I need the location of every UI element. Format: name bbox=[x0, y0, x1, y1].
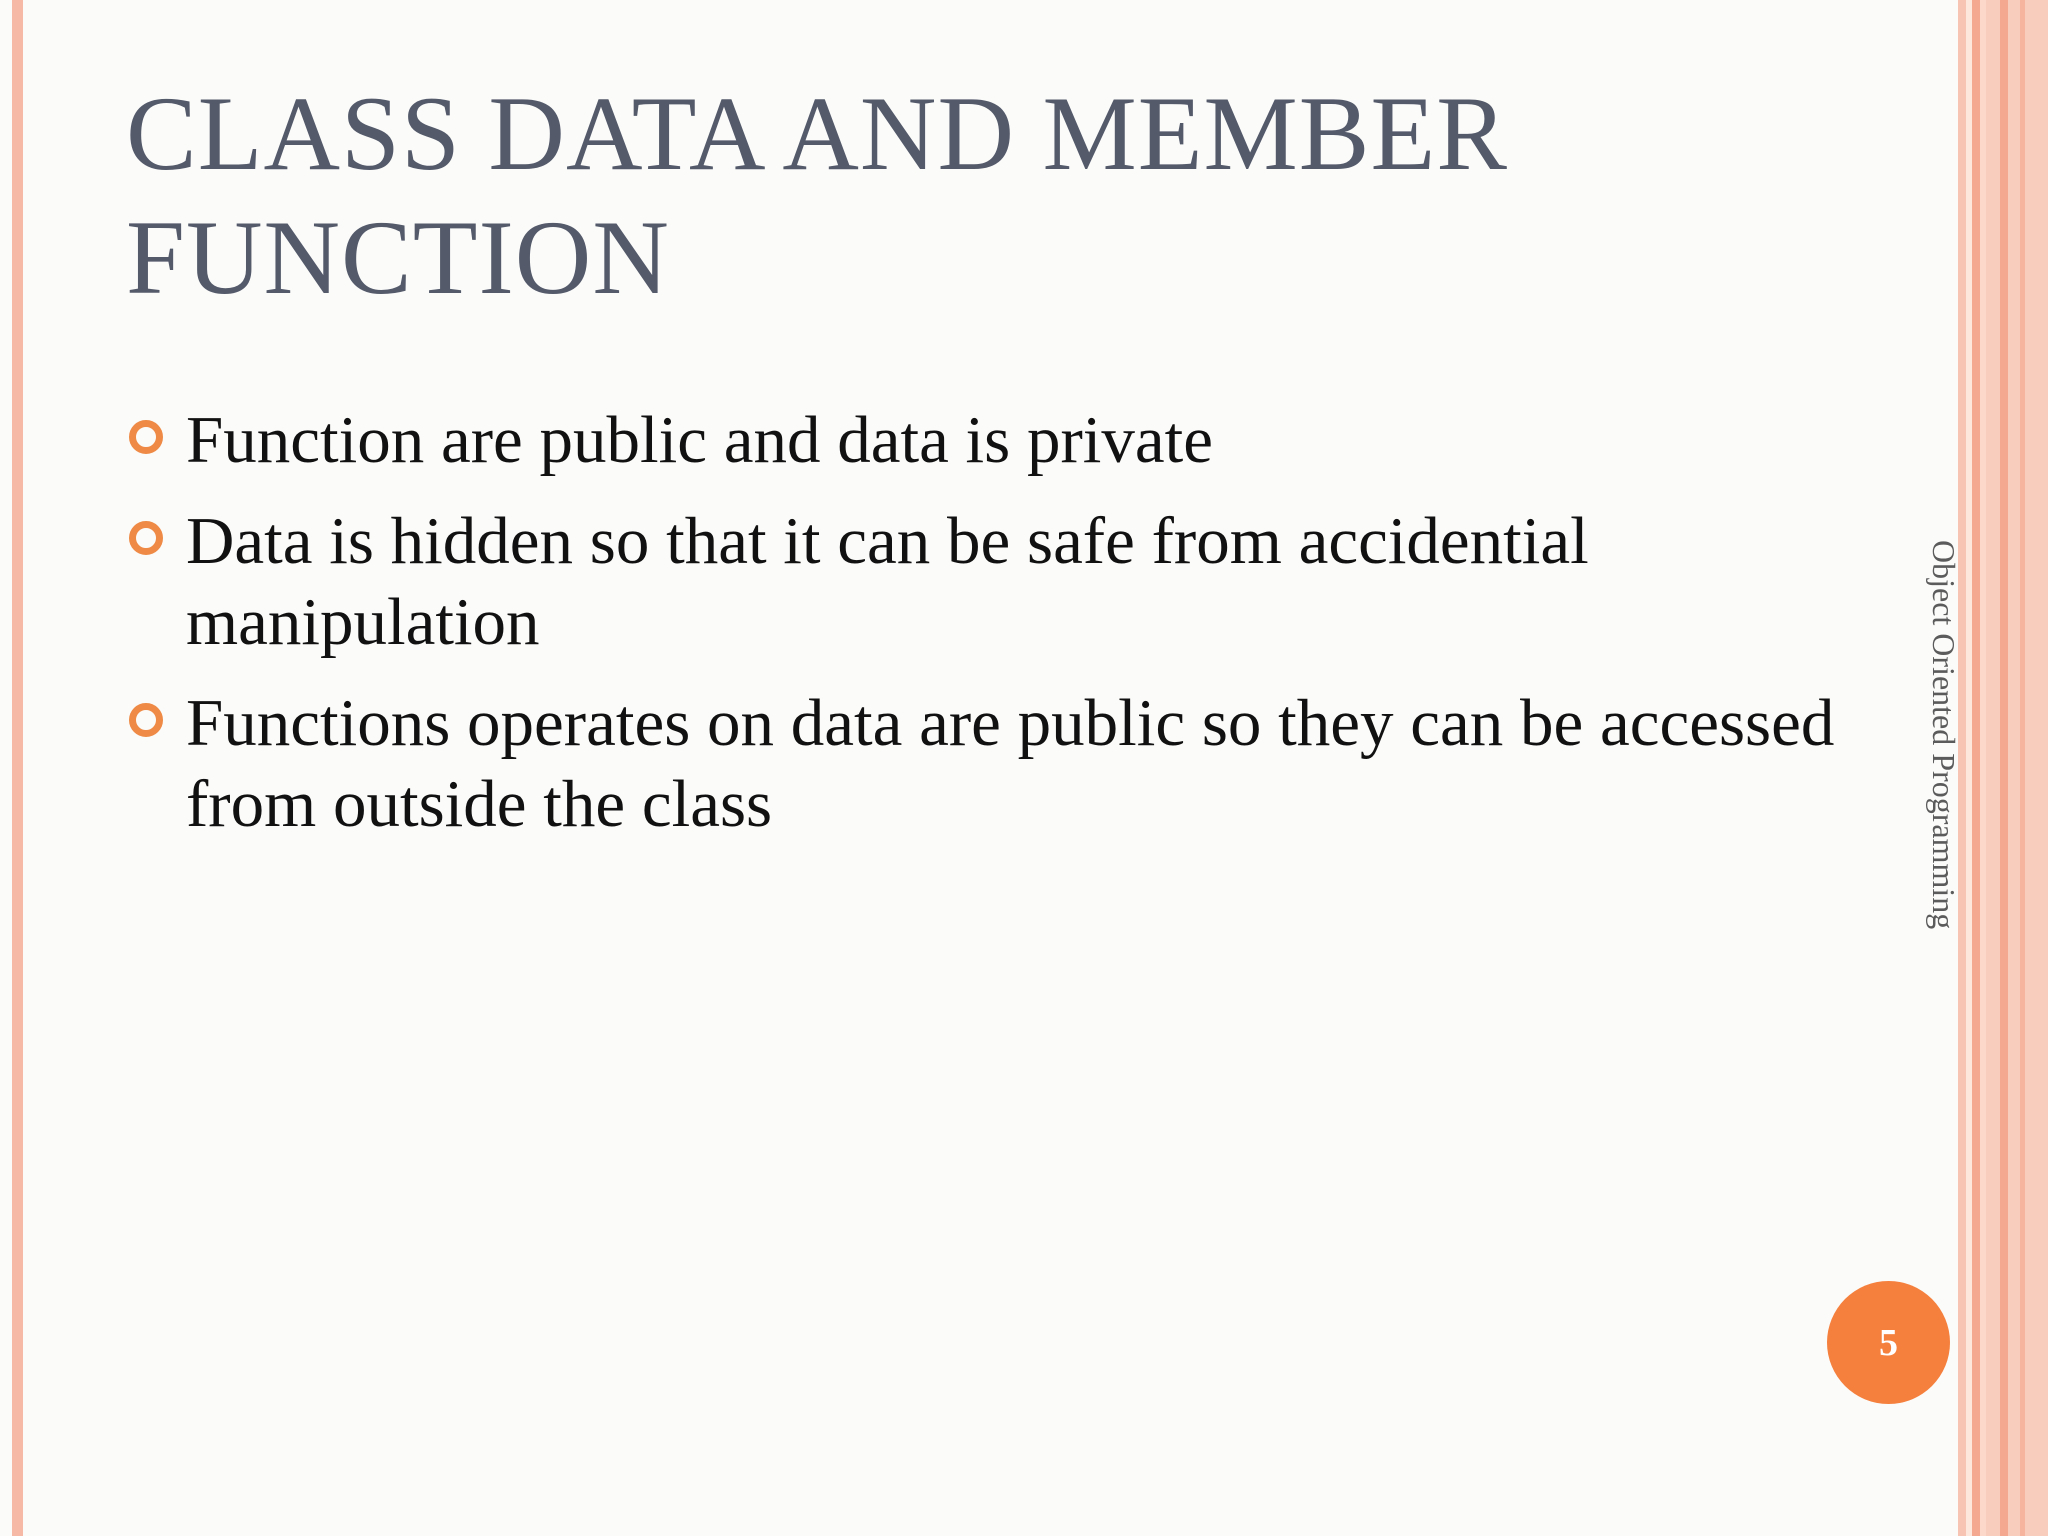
right-border-stripe bbox=[2000, 0, 2008, 1536]
bullet-text: Data is hidden so that it can be safe from accidential manipulation bbox=[186, 504, 1589, 659]
right-border-stripe bbox=[1986, 0, 2048, 1536]
circle-bullet-icon bbox=[129, 420, 163, 454]
slide-title: CLASS DATA AND MEMBER FUNCTION bbox=[126, 75, 1508, 316]
circle-bullet-icon bbox=[129, 703, 163, 737]
page-number: 5 bbox=[1879, 1321, 1898, 1364]
bullet-text: Functions operates on data are public so they can be accessed from outside the class bbox=[186, 686, 1835, 841]
right-border-stripe bbox=[2020, 0, 2025, 1536]
bullet-item bbox=[0, 501, 1866, 663]
circle-bullet-icon bbox=[129, 521, 163, 555]
side-course-label: Object Oriented Programming bbox=[1926, 540, 1962, 930]
bullet-text: Function are public and data is private bbox=[186, 403, 1214, 477]
bullet-item bbox=[0, 683, 1866, 845]
bullet-list bbox=[0, 400, 1900, 865]
page-number-badge bbox=[1827, 1281, 1950, 1404]
right-border-stripe bbox=[1972, 0, 1980, 1536]
bullet-item bbox=[0, 400, 1866, 481]
